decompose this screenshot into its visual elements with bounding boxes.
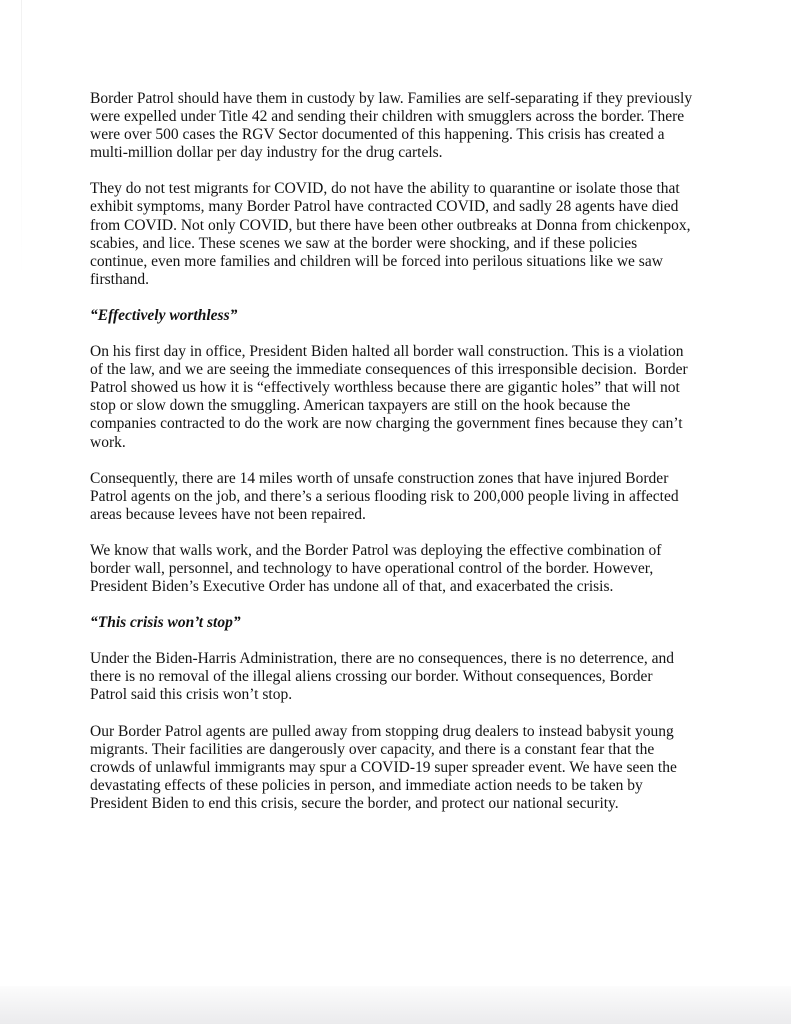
text-line: stop or slow down the smuggling. American taxpayers are still on the hook because the [90, 397, 631, 415]
paragraph [90, 723, 730, 813]
paragraph [90, 470, 730, 524]
text-line: Patrol said this crisis won’t stop. [90, 686, 293, 704]
text-line: companies contracted to do the work are now charging the government fines because they can’t [90, 415, 683, 433]
text-line: On his first day in office, President Biden halted all border wall construction. This is a violation [90, 343, 684, 361]
paragraph [90, 90, 730, 162]
text-line: of the law, and we are seeing the immediate consequences of this irresponsible decision. Border [90, 361, 688, 379]
paragraph [90, 180, 730, 289]
text-line: scabies, and lice. These scenes we saw at the border were shocking, and if these policies [90, 234, 638, 252]
text-line: there is no removal of the illegal aliens crossing our border. Without consequences, Border [90, 668, 653, 686]
text-line: from COVID. Not only COVID, but there have been other outbreaks at Donna from chickenpox, [90, 216, 691, 234]
page-bottom-shadow [0, 986, 791, 1024]
text-line: President Biden to end this crisis, secure the border, and protect our national security. [90, 794, 619, 812]
text-line: “This crisis won’t stop” [90, 614, 241, 632]
text-line: were expelled under Title 42 and sending their children with smugglers across the border. There [90, 108, 685, 126]
text-line: Consequently, there are 14 miles worth of unsafe construction zones that have injured Border [90, 469, 669, 487]
text-line: President Biden’s Executive Order has undone all of that, and exacerbated the crisis. [90, 578, 614, 596]
text-line: migrants. Their facilities are dangerously over capacity, and there is a constant fear that the [90, 740, 655, 758]
paragraph [90, 343, 730, 452]
text-line: firsthand. [90, 270, 149, 288]
text-line: They do not test migrants for COVID, do not have the ability to quarantine or isolate those that [90, 180, 680, 198]
text-line: Border Patrol should have them in custody by law. Families are self-separating if they previously [90, 90, 693, 107]
page-edge-line [21, 0, 22, 280]
section-heading [90, 614, 730, 632]
text-line: were over 500 cases the RGV Sector documented of this happening. This crisis has created a [90, 126, 665, 144]
paragraph [90, 650, 730, 704]
text-line: areas because levees have not been repaired. [90, 505, 366, 523]
text-line: “Effectively worthless” [90, 306, 238, 324]
paragraph [90, 542, 730, 596]
text-line: Patrol showed us how it is “effectively worthless because there are gigantic holes” that will not [90, 379, 680, 397]
text-line: work. [90, 433, 126, 451]
text-line: devastating effects of these policies in person, and immediate action needs to be taken by [90, 776, 643, 794]
text-line: Under the Biden-Harris Administration, there are no consequences, there is no deterrence, and [90, 650, 675, 668]
section-heading [90, 307, 730, 325]
text-line: continue, even more families and children will be forced into perilous situations like we saw [90, 252, 663, 270]
text-line: Patrol agents on the job, and there’s a serious flooding risk to 200,000 people living in affected [90, 487, 679, 505]
text-line: multi-million dollar per day industry for the drug cartels. [90, 144, 443, 162]
document-body [90, 90, 730, 831]
text-line: crowds of unlawful immigrants may spur a COVID-19 super spreader event. We have seen the [90, 758, 677, 776]
text-line: exhibit symptoms, many Border Patrol have contracted COVID, and sadly 28 agents have died [90, 198, 679, 216]
text-line: Our Border Patrol agents are pulled away from stopping drug dealers to instead babysit young [90, 722, 674, 740]
text-line: border wall, personnel, and technology to have operational control of the border. However, [90, 559, 654, 577]
text-line: We know that walls work, and the Border Patrol was deploying the effective combination of [90, 541, 662, 559]
